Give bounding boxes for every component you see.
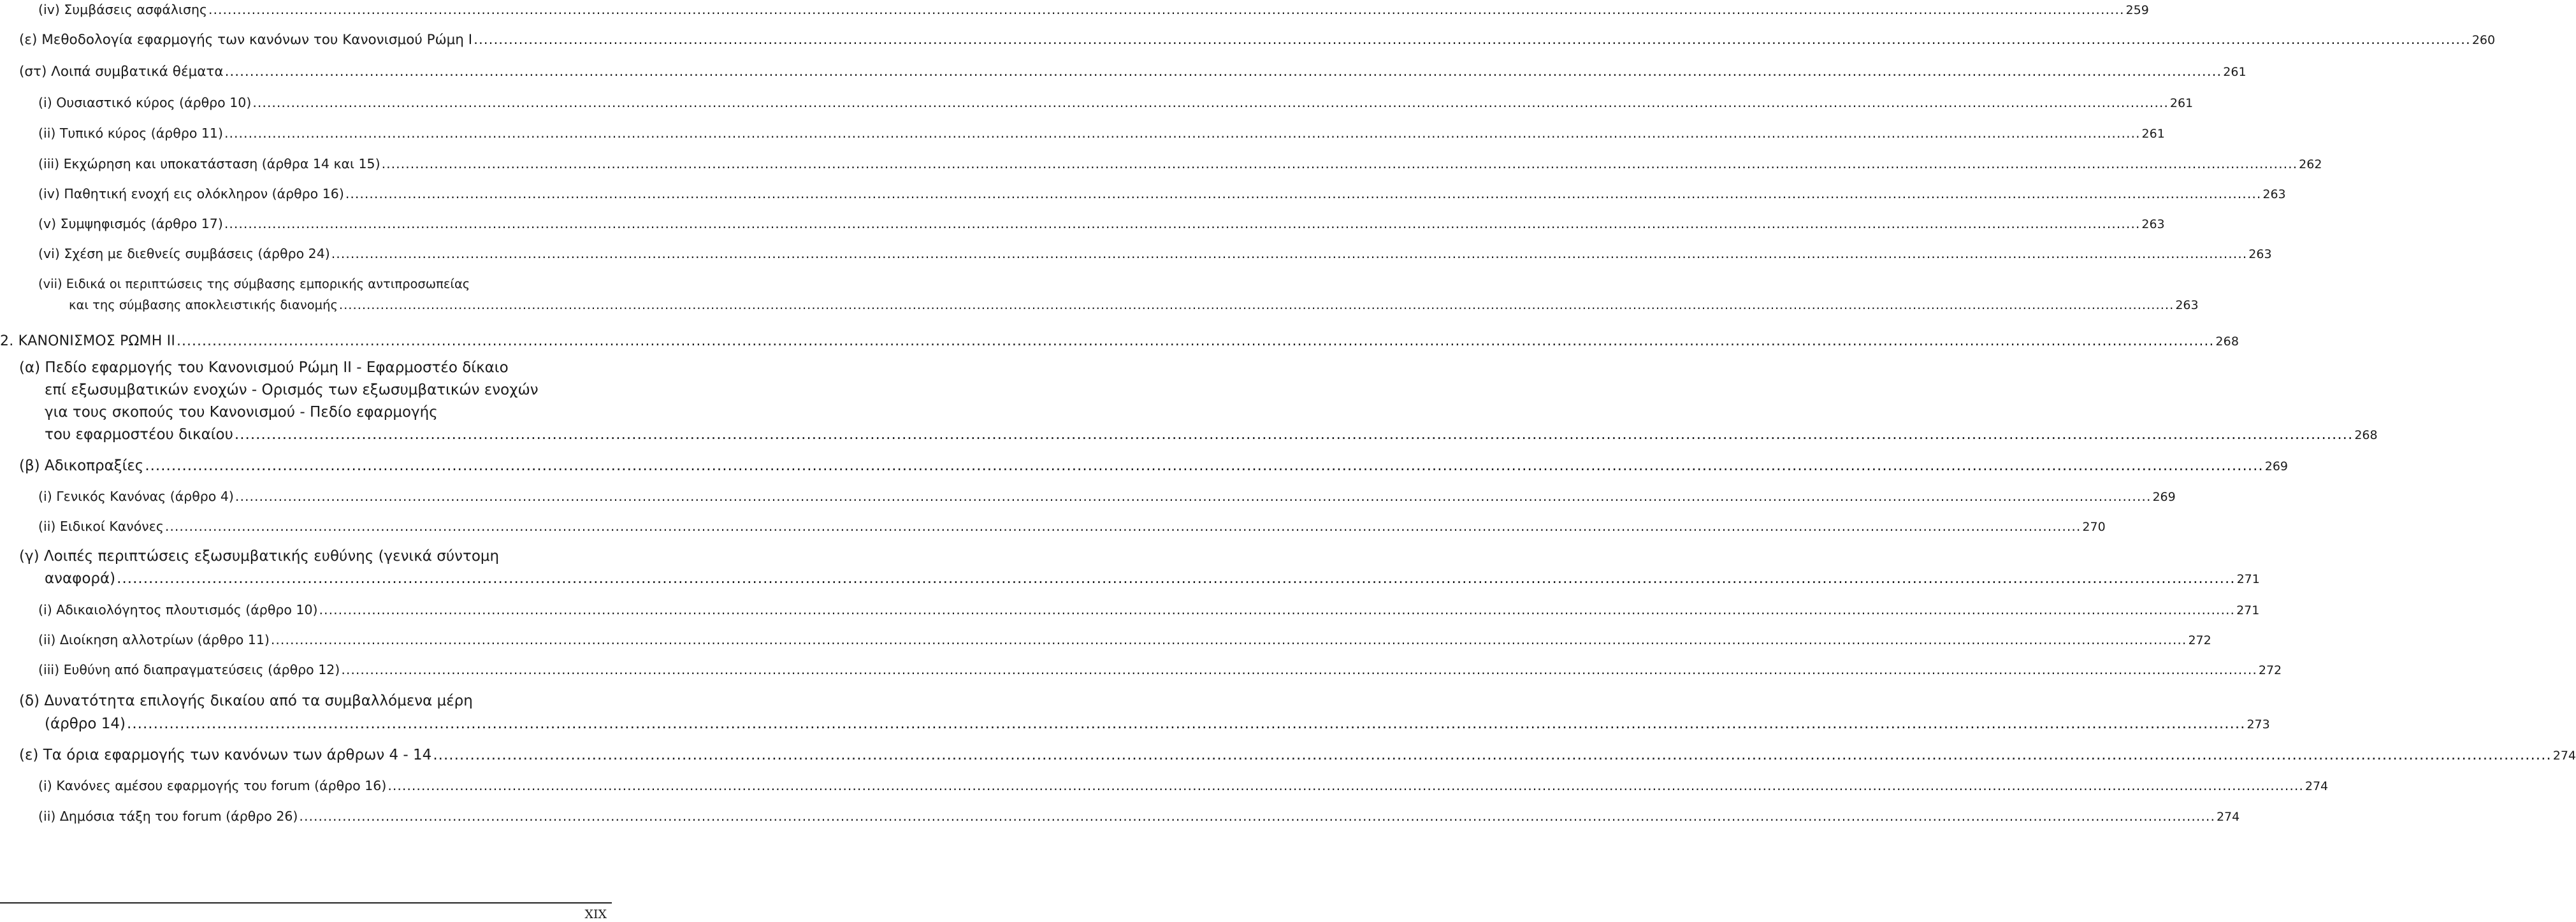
toc-leader-dots: ................................................................................................................................................................................................................................................................................................................................................................................................................ bbox=[270, 632, 2187, 647]
toc-entry-title: 2. ΚΑΝΟΝΙΣΜΟΣ ΡΩΜΗ ΙΙ bbox=[0, 333, 176, 349]
toc-entry-title-line: (δ) Δυνατότητα επιλογής δικαίου από τα συμβαλλόμενα μέρη bbox=[19, 693, 473, 709]
toc-entry-page: 270 bbox=[2082, 520, 2106, 534]
toc-entry-page: 274 bbox=[2552, 749, 2576, 763]
toc-entry-page: 274 bbox=[2305, 779, 2329, 793]
toc-leader-dots: ................................................................................................................................................................................................................................................................................................................................................................................................................ bbox=[319, 602, 2236, 617]
toc-entry-title: (ii) Ειδικοί Κανόνες bbox=[38, 519, 164, 534]
toc-leader-dots: ................................................................................................................................................................................................................................................................................................................................................................................................................ bbox=[252, 95, 2169, 110]
toc-entry-title-line: (α) Πεδίο εφαρμογής του Κανονισμού Ρώμη ΙΙ - Εφαρμοστέο δίκαιο bbox=[19, 359, 509, 376]
toc-leader-dots: ................................................................................................................................................................................................................................................................................................................................................................................................................ bbox=[208, 2, 2125, 17]
toc-entry-title: (ii) Δημόσια τάξη του forum (άρθρο 26) bbox=[38, 809, 298, 824]
toc-entry-title: αναφορά) bbox=[45, 570, 116, 587]
toc-leader-dots: ................................................................................................................................................................................................................................................................................................................................................................................................................ bbox=[224, 126, 2141, 141]
toc-entry-page: 263 bbox=[2262, 187, 2286, 201]
toc-leader-dots: ................................................................................................................................................................................................................................................................................................................................................................................................................ bbox=[338, 298, 2174, 312]
toc-entry-page: 259 bbox=[2125, 3, 2149, 17]
toc-entry-title-line: για τους σκοπούς του Κανονισμού - Πεδίο εφαρμογής bbox=[45, 404, 438, 421]
toc-entry-page: 261 bbox=[2169, 96, 2194, 110]
toc-entry-page: 271 bbox=[2236, 603, 2260, 617]
toc-entry-page: 274 bbox=[2216, 810, 2240, 824]
toc-entry-title: και της σύμβασης αποκλειστικής διανομής bbox=[69, 298, 338, 312]
toc-entry-title: (ii) Τυπικό κύρος (άρθρο 11) bbox=[38, 126, 223, 141]
toc-entry-page: 263 bbox=[2248, 247, 2272, 261]
toc-entry-title: (iii) Ευθύνη από διαπραγματεύσεις (άρθρο 12) bbox=[38, 662, 340, 677]
toc-leader-dots: ................................................................................................................................................................................................................................................................................................................................................................................................................ bbox=[127, 716, 2246, 732]
toc-entry-page: 269 bbox=[2264, 459, 2288, 473]
toc-leader-dots: ................................................................................................................................................................................................................................................................................................................................................................................................................ bbox=[299, 809, 2215, 824]
toc-entry-title: (ε) Τα όρια εφαρμογής των κανόνων των άρθρων 4 - 14 bbox=[19, 747, 432, 763]
toc-entry-title: (i) Αδικαιολόγητος πλουτισμός (άρθρο 10) bbox=[38, 602, 318, 617]
toc-entry-title: (iv) Παθητική ενοχή εις ολόκληρον (άρθρο 16) bbox=[38, 186, 344, 201]
toc-entry-page: 260 bbox=[2471, 33, 2496, 47]
toc-entry-title: (i) Κανόνες αμέσου εφαρμογής του forum (άρθρο 16) bbox=[38, 778, 387, 793]
toc-entry-title: (ε) Μεθοδολογία εφαρμογής των κανόνων του Κανονισμού Ρώμη Ι bbox=[19, 32, 473, 48]
toc-entry-title: (vi) Σχέση με διεθνείς συμβάσεις (άρθρο 24) bbox=[38, 246, 330, 261]
toc-entry-page: 262 bbox=[2299, 157, 2322, 171]
toc-entry-title-line: (vii) Ειδικά οι περιπτώσεις της σύμβασης εμπορικής αντιπροσωπείας bbox=[38, 277, 470, 291]
toc-entry-page: 268 bbox=[2215, 335, 2240, 349]
toc-entry-page: 269 bbox=[2152, 490, 2176, 504]
toc-entry-title: (ii) Διοίκηση αλλοτρίων (άρθρο 11) bbox=[38, 632, 270, 647]
toc-leader-dots: ................................................................................................................................................................................................................................................................................................................................................................................................................ bbox=[387, 778, 2304, 793]
toc-entry-title: (iii) Εκχώρηση και υποκατάσταση (άρθρα 14 και 15) bbox=[38, 156, 380, 171]
toc-entry-title-line: επί εξωσυμβατικών ενοχών - Ορισμός των εξωσυμβατικών ενοχών bbox=[45, 382, 539, 398]
toc-entry-page: 261 bbox=[2141, 127, 2165, 141]
toc-leader-dots: ................................................................................................................................................................................................................................................................................................................................................................................................................ bbox=[224, 216, 2141, 231]
toc-leader-dots: ................................................................................................................................................................................................................................................................................................................................................................................................................ bbox=[331, 246, 2248, 261]
toc-entry-page: 273 bbox=[2247, 717, 2270, 731]
toc-entry-title-line: (γ) Λοιπές περιπτώσεις εξωσυμβατικής ευθύνης (γενικά σύντομη bbox=[19, 548, 500, 565]
toc-leader-dots: ................................................................................................................................................................................................................................................................................................................................................................................................................ bbox=[164, 519, 2081, 534]
toc-entry-page: 263 bbox=[2141, 217, 2165, 231]
toc-entry-title: (β) Αδικοπραξίες bbox=[19, 457, 144, 474]
toc-entry-title: (v) Συμψηφισμός (άρθρο 17) bbox=[38, 216, 223, 231]
toc-entry-title: (στ) Λοιπά συμβατικά θέματα bbox=[19, 64, 224, 80]
footer-rule bbox=[0, 902, 612, 904]
toc-leader-dots: ................................................................................................................................................................................................................................................................................................................................................................................................................ bbox=[145, 457, 2264, 474]
toc-entry-title: (i) Ουσιαστικό κύρος (άρθρο 10) bbox=[38, 95, 252, 110]
toc-leader-dots: ................................................................................................................................................................................................................................................................................................................................................................................................................ bbox=[224, 64, 2222, 80]
toc-entry-title: του εφαρμοστέου δικαίου bbox=[45, 426, 233, 443]
toc-leader-dots: ................................................................................................................................................................................................................................................................................................................................................................................................................ bbox=[117, 570, 2236, 587]
toc-leader-dots: ................................................................................................................................................................................................................................................................................................................................................................................................................ bbox=[234, 426, 2354, 443]
toc-entry-title: (άρθρο 14) bbox=[45, 716, 126, 732]
toc-entry-page: 272 bbox=[2188, 633, 2211, 647]
toc-leader-dots: ................................................................................................................................................................................................................................................................................................................................................................................................................ bbox=[341, 662, 2257, 677]
toc-entry-page: 272 bbox=[2258, 663, 2282, 677]
toc-entry-page: 263 bbox=[2175, 298, 2199, 312]
page-number: XIX bbox=[584, 907, 607, 921]
toc-leader-dots: ................................................................................................................................................................................................................................................................................................................................................................................................................ bbox=[345, 186, 2262, 201]
toc-leader-dots: ................................................................................................................................................................................................................................................................................................................................................................................................................ bbox=[235, 489, 2152, 504]
toc-leader-dots: ................................................................................................................................................................................................................................................................................................................................................................................................................ bbox=[381, 156, 2298, 171]
toc-entry-page: 271 bbox=[2236, 572, 2260, 586]
toc-leader-dots: ................................................................................................................................................................................................................................................................................................................................................................................................................ bbox=[433, 747, 2552, 763]
toc-entry-title: (i) Γενικός Κανόνας (άρθρο 4) bbox=[38, 489, 234, 504]
toc-leader-dots: ................................................................................................................................................................................................................................................................................................................................................................................................................ bbox=[177, 333, 2215, 349]
toc-entry-title: (iv) Συμβάσεις ασφάλισης bbox=[38, 2, 207, 17]
toc-entry-page: 268 bbox=[2354, 428, 2378, 442]
toc-entry-page: 261 bbox=[2223, 65, 2247, 79]
toc-leader-dots: ................................................................................................................................................................................................................................................................................................................................................................................................................ bbox=[474, 32, 2471, 48]
